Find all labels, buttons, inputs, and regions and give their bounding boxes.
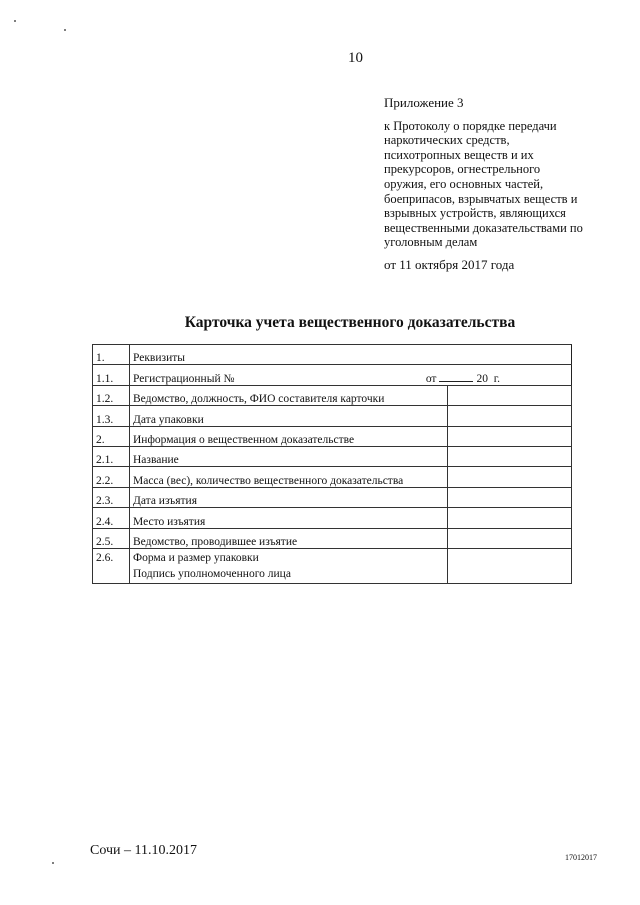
appendix-line: уголовным делам (384, 235, 478, 250)
row-number: 2.4. (93, 508, 130, 528)
appendix-title: Приложение 3 (384, 95, 464, 110)
row-label: Реквизиты (130, 345, 572, 365)
row-number: 2. (93, 426, 130, 446)
card-title: Карточка учета вещественного доказательства (184, 314, 516, 331)
scan-speck (14, 20, 16, 22)
appendix-block (384, 96, 624, 273)
row-label: Регистрационный № (133, 372, 235, 385)
table-row (93, 487, 572, 507)
scan-speck (52, 862, 54, 864)
table-row (93, 345, 572, 365)
appendix-line: оружия, его основных частей, (384, 176, 544, 191)
appendix-line: вещественными доказательствами по (384, 220, 583, 235)
table-row (93, 446, 572, 466)
row-number: 2.1. (93, 446, 130, 466)
appendix-date: от 11 октября 2017 года (384, 256, 515, 272)
row-number: 1. (93, 345, 130, 365)
row-label: Масса (вес), количество вещественного доказательства (130, 467, 448, 487)
date-year: 20 (476, 372, 488, 385)
value-cell (448, 508, 572, 528)
appendix-line: к Протоколу о порядке передачи (384, 118, 557, 133)
row-label: Название (130, 446, 448, 466)
scan-speck (64, 29, 66, 31)
table-row (93, 426, 572, 446)
row-label: Форма и размер упаковки (133, 551, 259, 564)
table-row (93, 365, 572, 385)
row-number: 1.3. (93, 406, 130, 426)
registration-cell (130, 365, 572, 385)
row-number: 2.3. (93, 487, 130, 507)
signature-label: Подпись уполномоченного лица (133, 567, 291, 580)
row-number: 2.5. (93, 528, 130, 548)
row-label: Ведомство, должность, ФИО составителя карточки (130, 385, 448, 405)
value-cell (448, 406, 572, 426)
table-row (93, 467, 572, 487)
table-row (93, 385, 572, 405)
packaging-cell (130, 548, 448, 583)
value-cell (448, 528, 572, 548)
appendix-line: прекурсоров, огнестрельного (384, 162, 541, 177)
table-row (93, 548, 572, 583)
value-cell (448, 385, 572, 405)
date-year-suffix: г. (493, 372, 500, 385)
table-row (93, 528, 572, 548)
row-label: Ведомство, проводившее изъятие (130, 528, 448, 548)
row-number: 1.1. (93, 365, 130, 385)
row-label: Дата изъятия (130, 487, 448, 507)
row-label: Информация о вещественном доказательстве (130, 426, 448, 446)
footer-city-date: Сочи – 11.10.2017 (90, 843, 197, 858)
value-cell (448, 467, 572, 487)
appendix-line: боеприпасов, взрывчатых веществ и (384, 191, 578, 206)
page-number: 10 (348, 50, 363, 66)
footer-code: 17012017 (565, 853, 597, 862)
value-cell (448, 487, 572, 507)
evidence-card-table (92, 344, 572, 584)
row-number: 2.2. (93, 467, 130, 487)
value-cell (448, 426, 572, 446)
appendix-line: взрывных устройств, являющихся (384, 206, 566, 221)
table-row (93, 508, 572, 528)
date-from-label: от (425, 372, 437, 385)
row-number: 2.6. (93, 548, 130, 583)
table-row (93, 406, 572, 426)
row-number: 1.2. (93, 385, 130, 405)
row-label: Дата упаковки (130, 406, 448, 426)
appendix-line: наркотических средств, (384, 133, 510, 148)
value-cell (448, 548, 572, 583)
registration-date (426, 373, 500, 385)
appendix-line: психотропных веществ и их (384, 147, 534, 162)
date-blank (439, 381, 473, 382)
row-label: Место изъятия (130, 508, 448, 528)
value-cell (448, 446, 572, 466)
